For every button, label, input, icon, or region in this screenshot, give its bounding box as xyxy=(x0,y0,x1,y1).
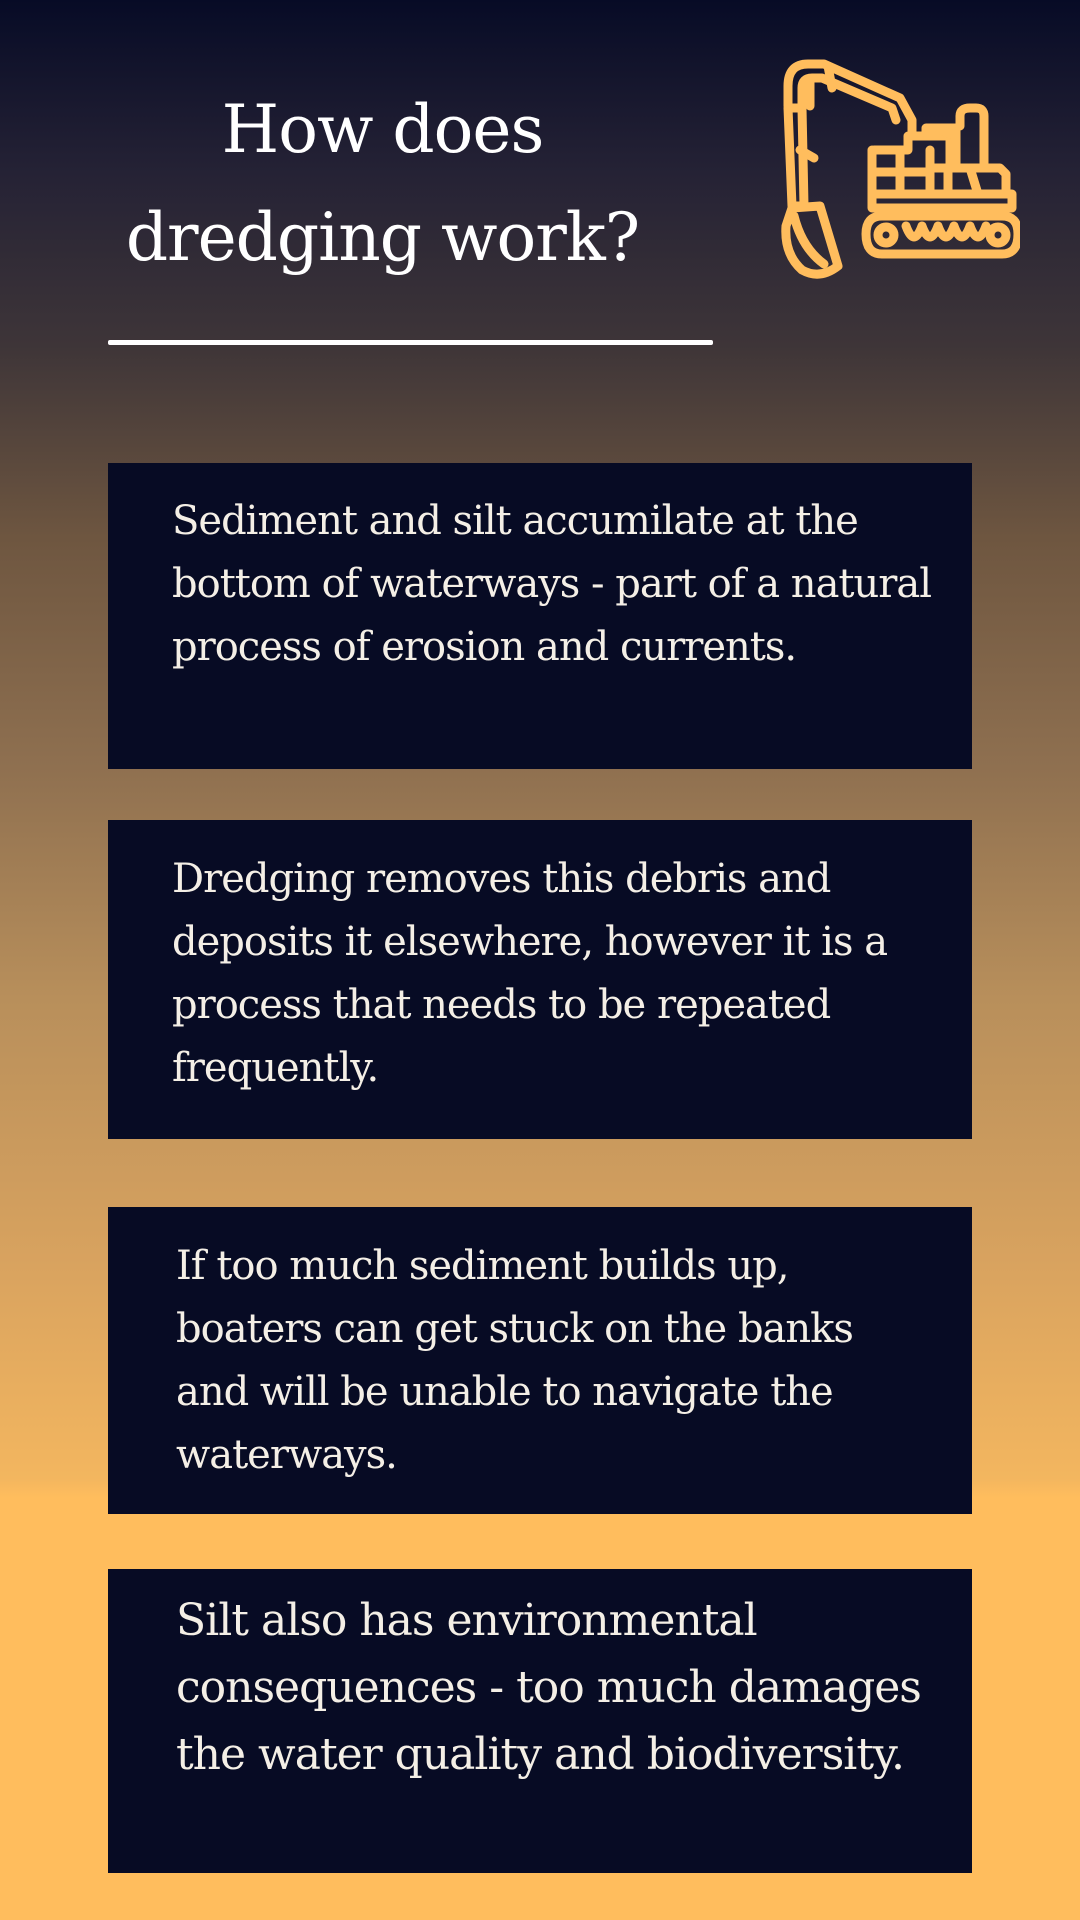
info-card xyxy=(108,1207,972,1514)
title-underline xyxy=(108,340,713,345)
info-card xyxy=(108,1569,972,1873)
info-card xyxy=(108,820,972,1139)
card-text: Silt also has environmental consequences - too much damages the water quality and biodiversity. xyxy=(176,1595,921,1780)
card-text: Sediment and silt accumilate at the bottom of waterways - part of a natural process of erosion and currents. xyxy=(172,498,932,670)
page-title: How does dredging work? xyxy=(125,91,640,276)
card-text: Dredging removes this debris and deposits it elsewhere, however it is a process that needs to be repeated frequently. xyxy=(172,856,888,1091)
excavator-icon xyxy=(780,58,1020,298)
card-text: If too much sediment builds up, boaters can get stuck on the banks and will be unable to navigate the waterways. xyxy=(176,1243,853,1478)
info-card xyxy=(108,463,972,769)
